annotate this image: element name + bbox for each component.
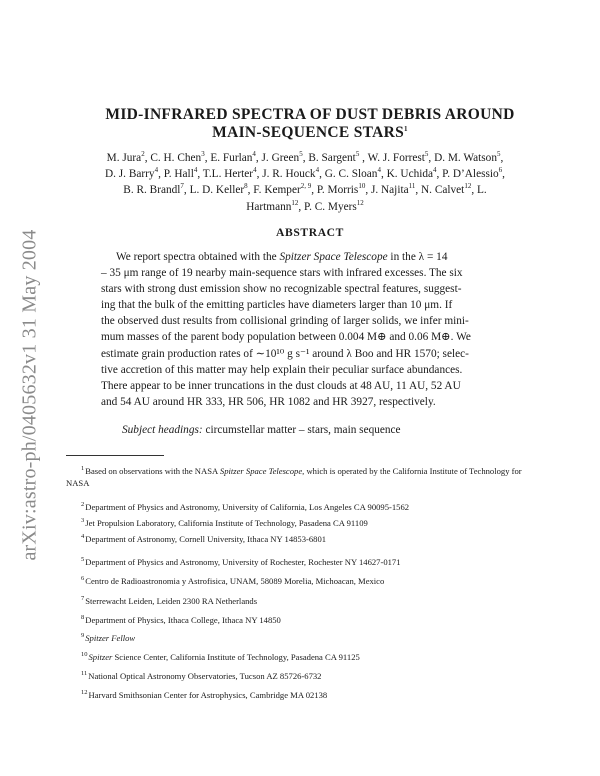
affiliation-mark: 12 [291, 198, 299, 207]
footnote-mark: 7 [81, 595, 85, 603]
affiliation-mark: 4 [193, 166, 198, 175]
footnote-mark: 8 [81, 614, 85, 622]
footnote [81, 533, 551, 545]
author-name: , [500, 152, 504, 164]
author-name: , P. Morris [311, 184, 359, 197]
footnote [81, 614, 551, 626]
affiliation-mark: 5 [496, 150, 501, 159]
author-name: , J. R. Houck [256, 168, 316, 181]
abstract-line: – 35 μm range of 19 nearby main-sequence stars with infrared excesses. The six [101, 267, 463, 280]
author-name: , T.L. Herter [197, 168, 254, 181]
footnote [81, 651, 551, 663]
author-name: B. R. Brandl [123, 184, 181, 197]
author-line [70, 150, 540, 166]
arxiv-identifier: arXiv:astro-ph/0405632v1 31 May 2004 [18, 229, 41, 561]
footnote [81, 689, 551, 701]
footnote-text: Department of Physics and Astronomy, University of California, Los Angeles CA 90095-1562 [85, 502, 410, 512]
footnote-mark: 5 [81, 556, 85, 564]
subject-headings [122, 424, 401, 436]
abstract-line: tive accretion of this matter may help explain their peculiar surface abundances. [101, 363, 463, 376]
italic-phrase: Spitzer Space Telescope [279, 251, 388, 263]
footnote-text: Centro de Radioastronomia y Astrofisica, UNAM, 58089 Morelia, Michoacan, Mexico [85, 576, 385, 586]
author-name: , L. [471, 184, 487, 197]
footnote [81, 556, 551, 568]
footnote-text: Sterrewacht Leiden, Leiden 2300 RA Netherlands [85, 596, 258, 606]
footnote-mark: 11 [81, 670, 88, 678]
author-name: , J. Green [255, 152, 300, 164]
affiliation-mark: 5 [299, 150, 303, 159]
footnote [81, 595, 551, 607]
footnote-text: Based on observations with the NASA Spitzer Space Telescope, which is operated by the California Institute of Technology for NASA [66, 466, 522, 488]
paper-title-line-2 [60, 124, 560, 142]
abstract-line: estimate grain production rates of ∼10¹⁰ g s⁻¹ around λ Boo and HR 1570; selec- [101, 347, 469, 360]
author-name: Hartmann [246, 200, 292, 213]
affiliation-mark: 3 [201, 150, 205, 159]
paper-title-line-1: MID-INFRARED SPECTRA OF DUST DEBRIS AROUND [105, 106, 515, 123]
author-name: , W. J. Forrest [359, 152, 425, 164]
author-name: , P. D’Alessio [436, 168, 499, 181]
footnote [81, 670, 551, 682]
abstract-line: There appear to be inner truncations in the dust clouds at 48 AU, 11 AU, 52 AU [101, 379, 461, 392]
affiliation-mark: 8 [244, 182, 248, 191]
affiliation-mark: 7 [180, 182, 184, 191]
author-name: , [502, 168, 505, 181]
italic-phrase: Spitzer Space Telescope [219, 466, 303, 476]
author-name: , B. Sargent [302, 152, 356, 164]
author-name: , K. Uchida [380, 168, 434, 181]
author-name: , P. Hall [158, 168, 194, 181]
footnote-mark: 3 [81, 517, 85, 525]
footnote-mark: 9 [81, 632, 85, 640]
abstract-line: the observed dust results from collisional grinding of larger solids, we infer mini- [101, 315, 469, 328]
author-name: , D. M. Watson [428, 152, 497, 164]
abstract-heading: ABSTRACT [276, 226, 344, 239]
author-name: M. Jura [106, 152, 142, 164]
footnote-text: Jet Propulsion Laboratory, California Institute of Technology, Pasadena CA 91109 [85, 518, 368, 528]
paper-title-text: MAIN-SEQUENCE STARS [212, 124, 405, 141]
footnote [81, 632, 551, 644]
abstract-line: We report spectra obtained with the Spitzer Space Telescope in the λ = 14 [116, 251, 448, 263]
footnote-text: Department of Physics and Astronomy, University of Rochester, Rochester NY 14627-0171 [85, 557, 401, 567]
abstract-line: stars with strong dust emission show no recognizable spectral features, suggest- [101, 283, 462, 296]
author-name: , N. Calvet [415, 184, 465, 197]
affiliation-mark: 12 [356, 198, 364, 207]
footnote-text: Department of Astronomy, Cornell University, Ithaca NY 14853-6801 [85, 534, 327, 544]
affiliation-mark: 4 [154, 166, 159, 175]
affiliation-mark: 4 [433, 166, 437, 175]
affiliation-mark: 4 [315, 166, 320, 175]
author-line [70, 199, 540, 215]
author-name: , J. Najita [365, 184, 409, 197]
author-line [70, 166, 540, 182]
footnote-divider [66, 455, 164, 456]
footnote [81, 501, 551, 513]
author-name: , L. D. Keller [183, 184, 245, 197]
author-name: , G. C. Sloan [319, 168, 378, 181]
affiliation-mark: 5 [424, 150, 429, 159]
subject-headings-text: circumstellar matter – stars, main sequence [202, 424, 401, 436]
author-name: , C. H. Chen [144, 152, 202, 164]
affiliation-mark: 4 [377, 166, 381, 175]
arxiv-sidebar [0, 0, 50, 776]
footnote-text: Department of Physics, Ithaca College, Ithaca NY 14850 [85, 615, 281, 625]
affiliation-mark: 5 [355, 150, 360, 159]
footnote-mark: 10 [81, 651, 88, 659]
footnote-mark: 4 [81, 533, 85, 541]
footnote [81, 517, 551, 529]
author-line [70, 182, 540, 198]
abstract-line: mum masses of the parent body population between 0.004 M⊕ and 0.06 M⊕. We [101, 331, 471, 344]
author-list [70, 150, 540, 215]
italic-phrase: Spitzer [88, 652, 113, 662]
footnote-text: Spitzer Science Center, California Institute of Technology, Pasadena CA 91125 [88, 652, 360, 662]
affiliation-mark: 4 [253, 166, 257, 175]
author-name: , F. Kemper [247, 184, 301, 197]
footnote-mark: 2 [81, 501, 85, 509]
affiliation-mark: 4 [252, 150, 256, 159]
affiliation-mark: 2 [141, 150, 145, 159]
affiliation-mark: 11 [408, 182, 416, 191]
affiliation-mark: 10 [358, 182, 366, 191]
subject-headings-label: Subject headings: [122, 424, 203, 436]
footnote-mark: 12 [81, 689, 88, 697]
title-footnote-mark: 1 [404, 124, 408, 133]
footnote [81, 575, 551, 587]
footnote-text: Harvard Smithsonian Center for Astrophysics, Cambridge MA 02138 [88, 690, 328, 700]
affiliation-mark: 12 [464, 182, 472, 191]
abstract-body [101, 249, 511, 410]
footnote-mark: 6 [81, 575, 85, 583]
affiliation-mark: 6 [498, 166, 503, 175]
author-name: , E. Furlan [204, 152, 253, 164]
footnote-text: National Optical Astronomy Observatories, Tucson AZ 85726-6732 [88, 671, 322, 681]
abstract-line: and 54 AU around HR 333, HR 506, HR 1082 and HR 3927, respectively. [101, 395, 436, 408]
footnote [66, 465, 536, 489]
footnote-mark: 1 [81, 465, 85, 473]
affiliation-mark: 2, 9 [300, 182, 312, 191]
footnote-text: Spitzer Fellow [85, 633, 136, 643]
author-name: D. J. Barry [104, 168, 155, 181]
abstract-line: ing that the bulk of the emitting particles have diameters larger than 10 μm. If [101, 299, 453, 312]
author-name: , P. C. Myers [298, 200, 357, 213]
